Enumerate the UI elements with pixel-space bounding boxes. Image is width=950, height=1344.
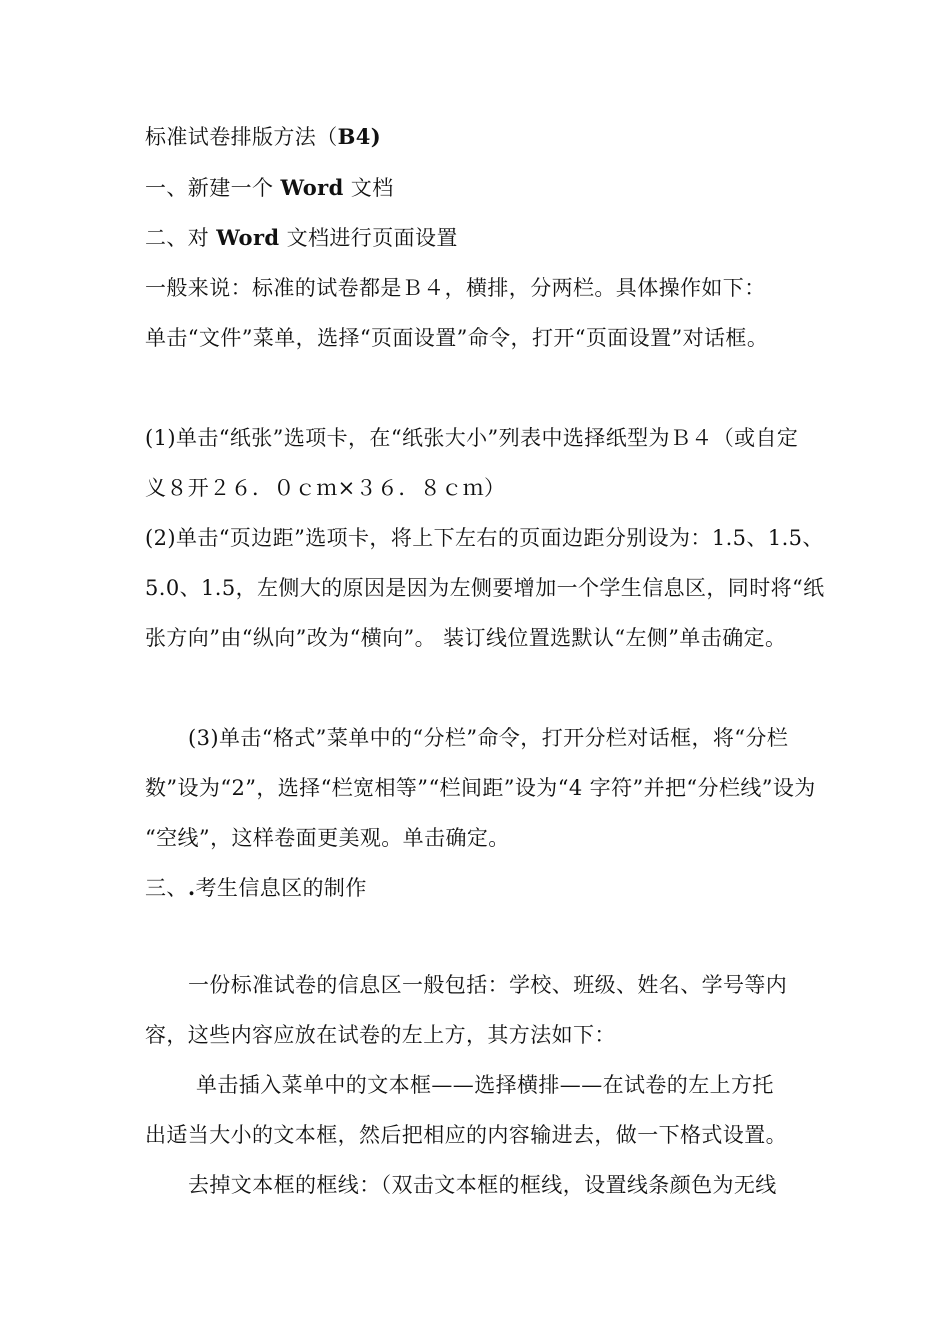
section-1-suffix: 文档: [343, 176, 394, 200]
paragraph-line: 出适当大小的文本框，然后把相应的内容输进去，做一下格式设置。: [145, 1123, 787, 1147]
paragraph-line: 数”设为“2”，选择“栏宽相等”“栏间距”设为“4 字符”并把“分栏线”设为: [145, 776, 816, 800]
paragraph-line: 单击插入菜单中的文本框——选择横排——在试卷的左上方托: [196, 1073, 774, 1097]
section-3-bold: .: [187, 875, 196, 900]
paragraph-line: “空线”，这样卷面更美观。单击确定。: [145, 826, 510, 850]
paragraph-line: 义８开２６．０ｃｍ×３６．８ｃｍ）: [145, 476, 506, 500]
paragraph-line: 容，这些内容应放在试卷的左上方，其方法如下：: [145, 1023, 616, 1047]
section-1-bold: Word: [280, 175, 344, 200]
section-2-heading: [145, 224, 458, 252]
section-2-prefix: 二、对: [145, 226, 217, 250]
paragraph-line: (3)单击“格式”菜单中的“分栏”命令，打开分栏对话框，将“分栏: [188, 726, 789, 750]
section-2-bold: Word: [216, 225, 280, 250]
title-bold-text: B4): [337, 124, 382, 149]
paragraph-line: 5.0、1.5，左侧大的原因是因为左侧要增加一个学生信息区，同时将“纸: [145, 576, 825, 600]
paragraph-line: 单击“文件”菜单，选择“页面设置”命令，打开“页面设置”对话框。: [145, 326, 769, 350]
section-3-suffix: 考生信息区的制作: [195, 876, 367, 900]
paragraph-line: 一般来说：标准的试卷都是Ｂ４，横排，分两栏。具体操作如下：: [145, 276, 766, 300]
section-2-suffix: 文档进行页面设置: [279, 226, 458, 250]
paragraph-line: 去掉文本框的框线：（双击文本框的框线，设置线条颜色为无线: [188, 1173, 777, 1197]
paragraph-line: 张方向”由“纵向”改为“横向”。 装订线位置选默认“左侧”单击确定。: [145, 626, 787, 650]
document-title: [145, 123, 381, 151]
section-3-prefix: 三、: [145, 876, 188, 900]
section-1-heading: [145, 174, 394, 202]
section-1-prefix: 一、新建一个: [145, 176, 281, 200]
paragraph-line: (2)单击“页边距”选项卡，将上下左右的页面边距分别设为：1.5、1.5、: [145, 526, 824, 550]
title-text: 标准试卷排版方法（: [145, 125, 338, 149]
section-3-heading: [145, 874, 367, 902]
paragraph-line: (1)单击“纸张”选项卡，在“纸张大小”列表中选择纸型为Ｂ４（或自定: [145, 426, 799, 450]
paragraph-line: 一份标准试卷的信息区一般包括：学校、班级、姓名、学号等内: [188, 973, 788, 997]
